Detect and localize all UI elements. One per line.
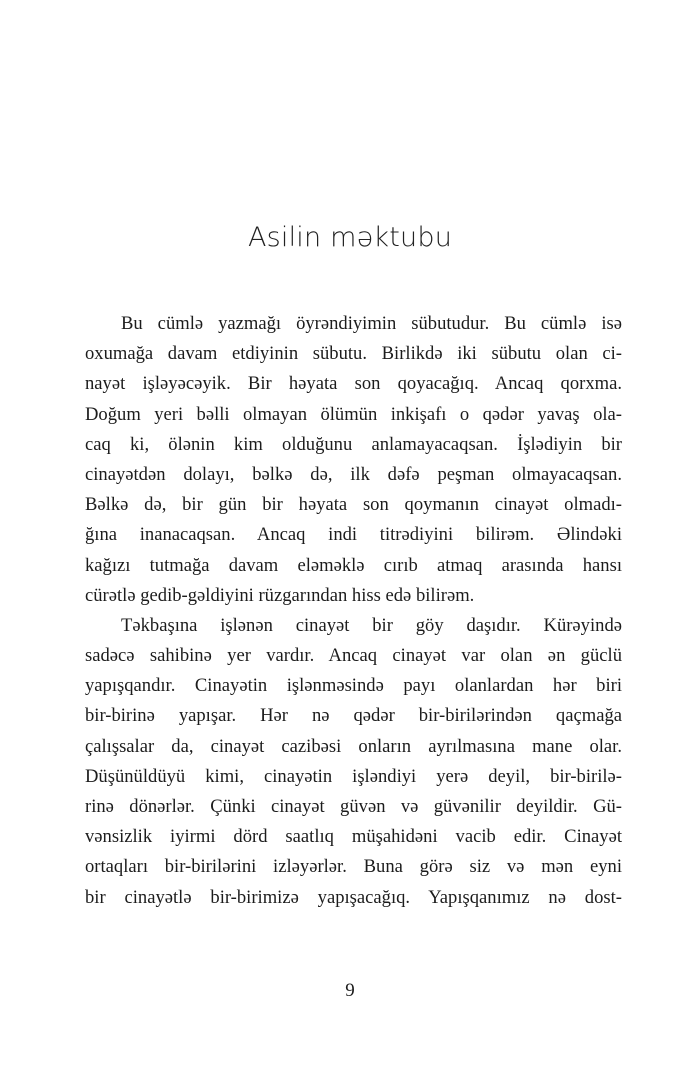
body-text [85,309,622,913]
text-line: Bəlkə də, bir gün bir həyata son qoymanın cinayət olmadı- [85,494,622,516]
text-line: rinə dönərlər. Çünki cinayət güvən və güvənilir deyildir. Gü- [85,796,622,817]
chapter-title: Asilin məktubu [247,222,453,253]
page-number: 9 [345,980,355,1001]
text-line: cinayətdən dolayı, bəlkə də, ilk dəfə peşman olmayacaqsan. [85,463,622,485]
text-line: kağızı tutmağa davam eləməklə cırıb atmaq arasında hansı [85,554,622,576]
text-line: ğına inanacaqsan. Ancaq indi titrədiyini bilirəm. Əlindəki [85,524,622,546]
text-line: ortaqları bir-birilərini izləyərlər. Buna görə siz və mən eyni [85,856,622,878]
text-line: yapışqandır. Cinayətin işlənməsində payı olanlardan hər biri [85,675,622,697]
text-line: bir-birinə yapışar. Hər nə qədər bir-birilərindən qaçmağa [85,705,622,727]
text-line: caq ki, ölənin kim olduğunu anlamayacaqsan. İşlədiyin bir [85,433,622,455]
text-line: Doğum yeri bəlli olmayan ölümün inkişafı o qədər yavaş ola- [85,403,622,425]
text-line: cürətlə gedib-gəldiyini rüzgarından hiss edə bilirəm. [85,584,475,606]
text-line: sadəcə sahibinə yer vardır. Ancaq cinayət var olan ən güclü [85,645,622,667]
text-line: çalışsalar da, cinayət cazibəsi onların ayrılmasına mane olar. [85,735,622,757]
text-line: Düşünüldüyü kimi, cinayətin işləndiyi yerə deyil, bir-birilə- [85,765,622,787]
text-line: nayət işləyəcəyik. Bir həyata son qoyacağıq. Ancaq qorxma. [85,373,622,395]
text-line: bir cinayətlə bir-birimizə yapışacağıq. Yapışqanımız nə dost- [85,886,622,908]
text-line: Bu cümlə yazmağı öyrəndiyimin sübutudur. Bu cümlə isə [121,313,622,334]
paragraph-2 [85,611,622,913]
text-line: Təkbaşına işlənən cinayət bir göy daşıdır. Kürəyində [121,614,622,636]
text-line: oxumağa davam etdiyinin sübutu. Birlikdə iki sübutu olan ci- [85,343,622,365]
text-line: vənsizlik iyirmi dörd saatlıq müşahidəni vacib edir. Cinayət [85,826,622,848]
paragraph-1 [85,309,622,611]
